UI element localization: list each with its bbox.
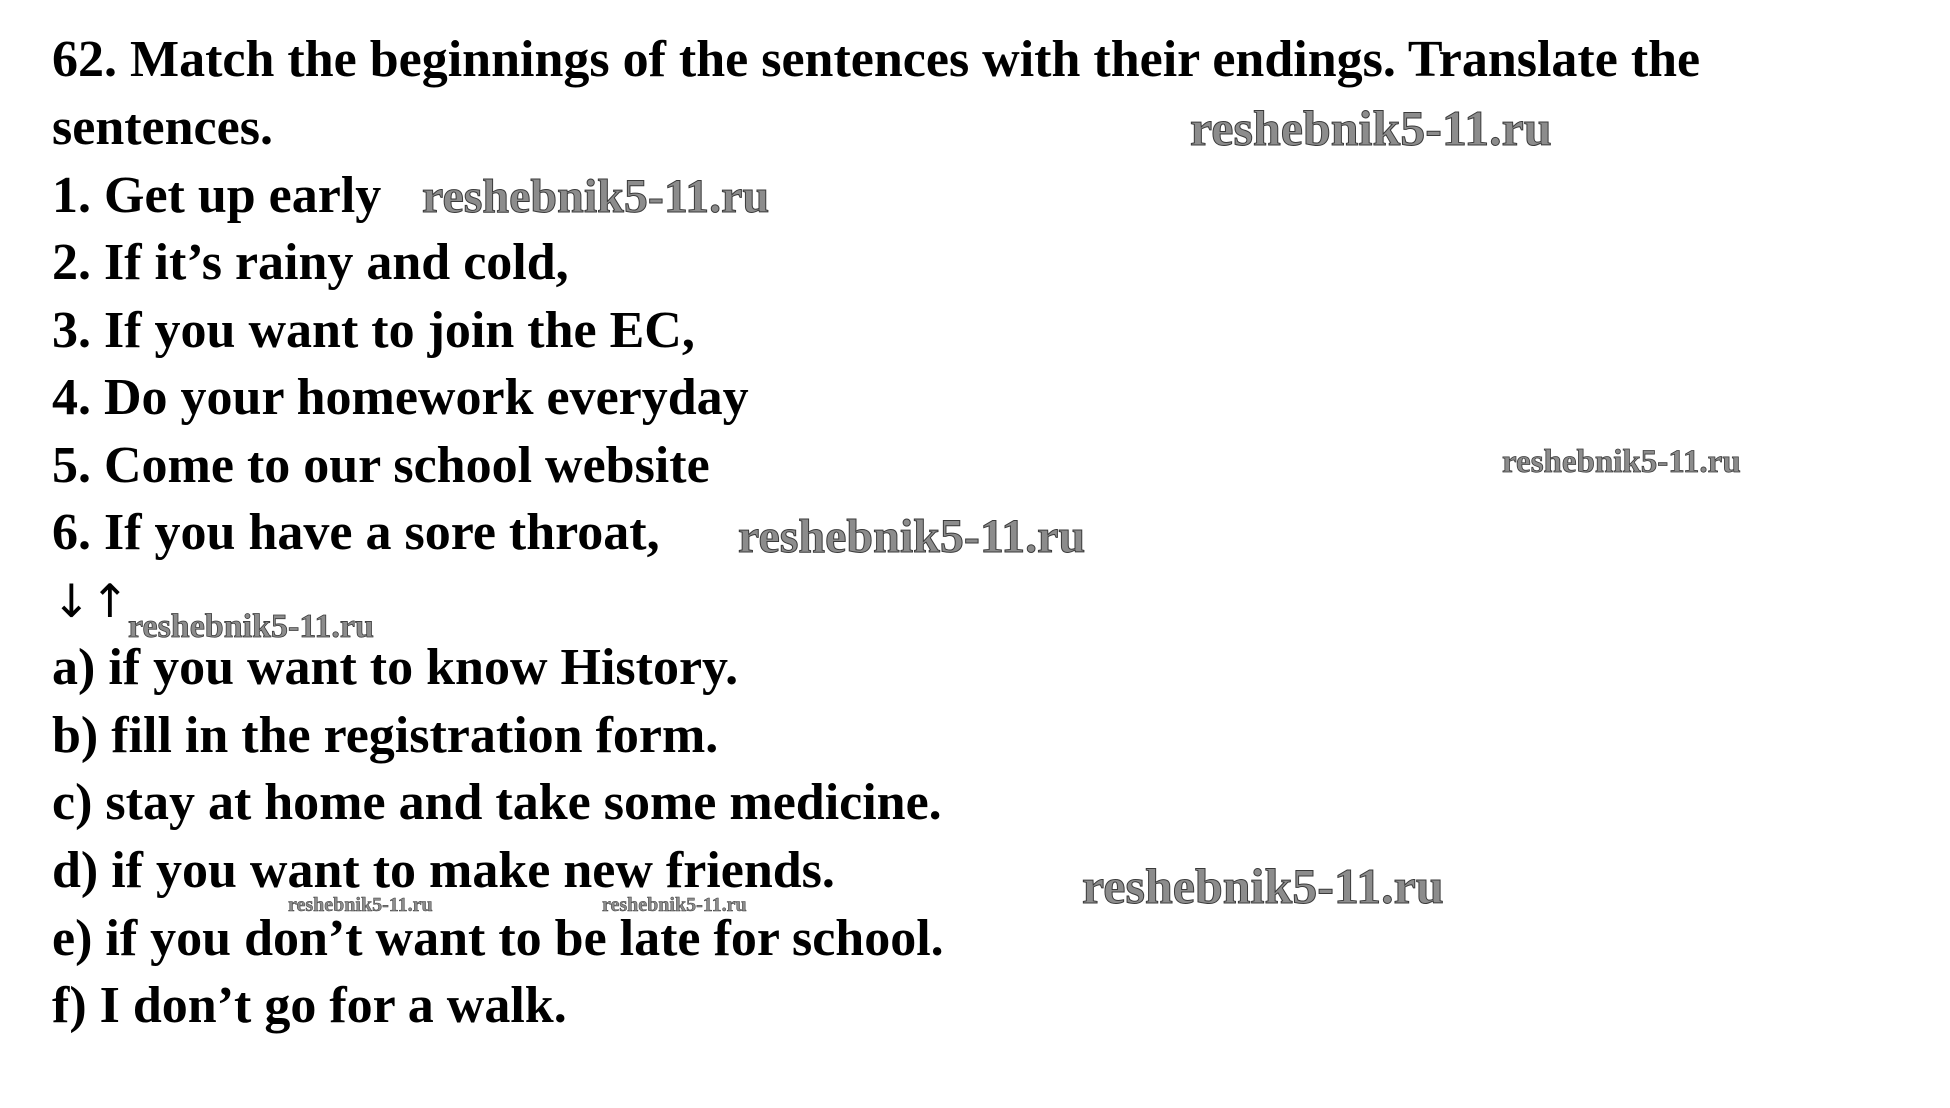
watermark-4: reshebnik5-11.ru — [738, 510, 1086, 563]
watermark-2: reshebnik5-11.ru — [422, 170, 770, 223]
ending-item-e: e) if you don’t want to be late for school. — [52, 910, 944, 967]
ending-item-b: b) fill in the registration form. — [52, 707, 719, 764]
ending-item-d: d) if you want to make new friends. — [52, 842, 835, 899]
match-arrows-icon: ↓↑ — [52, 574, 130, 628]
watermark-8: reshebnik5-11.ru — [602, 894, 747, 916]
beginning-item-2: 2. If it’s rainy and cold, — [52, 234, 569, 291]
watermark-6: reshebnik5-11.ru — [1082, 858, 1444, 914]
ending-item-a: a) if you want to know History. — [52, 639, 739, 696]
beginning-item-6: 6. If you have a sore throat, — [52, 504, 660, 561]
beginning-item-5: 5. Come to our school website — [52, 437, 710, 494]
beginning-item-4: 4. Do your homework everyday — [52, 369, 749, 426]
ending-item-c: c) stay at home and take some medicine. — [52, 774, 942, 831]
beginning-item-1: 1. Get up early — [52, 167, 382, 224]
exercise-heading-line-2: sentences. — [52, 99, 273, 156]
beginning-item-3: 3. If you want to join the EC, — [52, 302, 695, 359]
watermark-3: reshebnik5-11.ru — [1502, 444, 1741, 480]
watermark-5: reshebnik5-11.ru — [128, 608, 374, 645]
exercise-heading-line-1: 62. Match the beginnings of the sentences with their endings. Translate the — [52, 31, 1701, 88]
watermark-1: reshebnik5-11.ru — [1190, 100, 1552, 156]
ending-item-f: f) I don’t go for a walk. — [52, 977, 567, 1034]
watermark-7: reshebnik5-11.ru — [288, 894, 433, 916]
